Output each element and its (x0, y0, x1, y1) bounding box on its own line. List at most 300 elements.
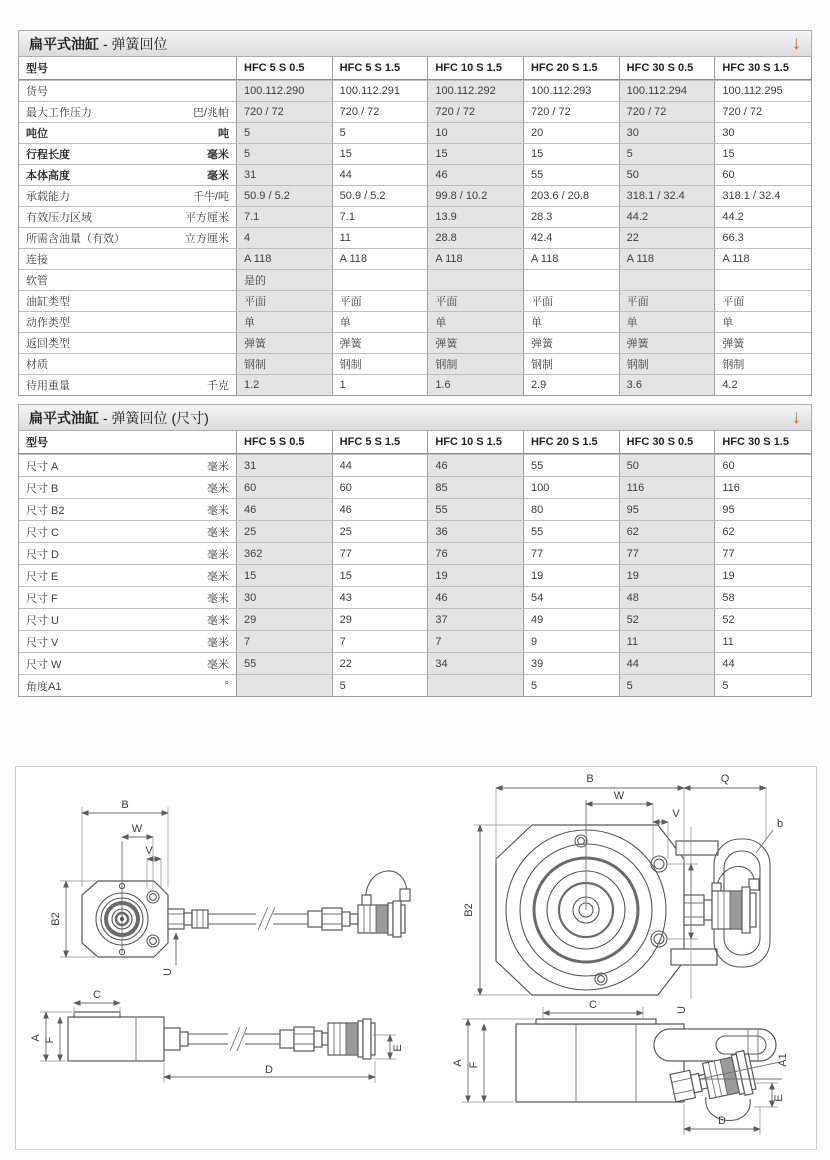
value-cell: 4.2 (715, 374, 811, 395)
value-cell: 100.112.290 (237, 80, 333, 101)
table-row (19, 608, 811, 630)
row-label-cell (19, 164, 237, 185)
row-label-cell (19, 542, 237, 564)
table-row (19, 630, 811, 652)
value-cell: 62 (620, 520, 716, 542)
row-label: 待用重量 (26, 380, 70, 392)
dim-label-b2-large: B2 (463, 903, 475, 917)
table2-title-bold: 扁平式油缸 (29, 409, 99, 426)
value-cell: 钢制 (524, 353, 620, 374)
value-cell: 15 (428, 143, 524, 164)
value-cell: 44 (715, 652, 811, 674)
value-cell: 弹簧 (620, 332, 716, 353)
value-cell: 720 / 72 (237, 101, 333, 122)
table-row (19, 80, 811, 101)
value-cell: 7.1 (237, 206, 333, 227)
row-unit: 毫米 (207, 526, 229, 539)
down-arrow-icon[interactable]: ↓ (791, 407, 801, 428)
value-cell: 37 (428, 608, 524, 630)
row-label-cell (19, 206, 237, 227)
row-unit: 毫米 (207, 570, 229, 583)
value-cell: 50.9 / 5.2 (237, 185, 333, 206)
value-cell: 100.112.294 (620, 80, 716, 101)
value-cell: 13.9 (428, 206, 524, 227)
value-cell: 钢制 (715, 353, 811, 374)
table-row (19, 101, 811, 122)
value-cell: 单 (333, 311, 429, 332)
row-label-cell (19, 332, 237, 353)
value-cell: 5 (524, 674, 620, 696)
value-cell (237, 674, 333, 696)
value-cell: 30 (620, 122, 716, 143)
table1-title-bar (18, 30, 812, 57)
dim-label-f-small: F (44, 1036, 56, 1044)
row-label-cell (19, 498, 237, 520)
row-unit: 巴/兆帕 (192, 107, 229, 119)
row-label: 承载能力 (26, 191, 70, 203)
row-unit: 毫米 (207, 592, 229, 605)
row-label: 所需含油量（有效） (26, 233, 125, 245)
value-cell (620, 269, 716, 290)
table-row (19, 122, 811, 143)
value-cell: 15 (237, 564, 333, 586)
value-cell: 60 (333, 476, 429, 498)
value-cell: 11 (620, 630, 716, 652)
value-cell: 1 (333, 374, 429, 395)
value-cell: 5 (237, 143, 333, 164)
value-cell: 28.3 (524, 206, 620, 227)
column-header: HFC 5 S 0.5 (237, 57, 333, 80)
row-unit: 吨 (218, 128, 229, 140)
value-cell: 76 (428, 542, 524, 564)
row-label: 货号 (26, 86, 48, 98)
value-cell: 44 (620, 652, 716, 674)
table1-title-bold: 扁平式油缸 (29, 35, 99, 52)
value-cell: 362 (237, 542, 333, 564)
row-label: 最大工作压力 (26, 107, 92, 119)
row-label-cell (19, 290, 237, 311)
table-row (19, 652, 811, 674)
row-unit: 毫米 (207, 636, 229, 649)
dim-label-u-large: U (676, 1006, 688, 1014)
value-cell: A 118 (428, 248, 524, 269)
value-cell: 60 (715, 164, 811, 185)
value-cell: 平面 (524, 290, 620, 311)
value-cell: 46 (333, 498, 429, 520)
value-cell: 100.112.295 (715, 80, 811, 101)
row-unit: 千克 (207, 380, 229, 392)
table-row (19, 332, 811, 353)
row-label: 行程长度 (26, 149, 70, 161)
value-cell: 80 (524, 498, 620, 520)
value-cell: 46 (428, 454, 524, 476)
row-label: 本体高度 (26, 170, 70, 182)
value-cell: A 118 (524, 248, 620, 269)
row-label: 尺寸 F (26, 592, 58, 605)
dim-label-a1: A1 (777, 1053, 789, 1067)
value-cell: 15 (333, 564, 429, 586)
row-label-cell (19, 353, 237, 374)
value-cell: 28.8 (428, 227, 524, 248)
value-cell: 弹簧 (428, 332, 524, 353)
table-row (19, 353, 811, 374)
row-label: 连接 (26, 254, 48, 266)
column-header: HFC 30 S 0.5 (620, 431, 716, 454)
row-label-cell (19, 248, 237, 269)
dim-label-d-small: D (265, 1064, 273, 1076)
value-cell: 10 (428, 122, 524, 143)
value-cell: 720 / 72 (524, 101, 620, 122)
value-cell: 62 (715, 520, 811, 542)
row-label: 软管 (26, 275, 48, 287)
column-header: HFC 30 S 0.5 (620, 57, 716, 80)
row-label: 材质 (26, 359, 48, 371)
value-cell: 29 (237, 608, 333, 630)
value-cell: 31 (237, 164, 333, 185)
value-cell: 5 (715, 674, 811, 696)
value-cell: 48 (620, 586, 716, 608)
value-cell: 19 (428, 564, 524, 586)
value-cell: 50 (620, 164, 716, 185)
value-cell: 19 (715, 564, 811, 586)
value-cell: 5 (620, 143, 716, 164)
table1-title-rest: - 弹簧回位 (103, 35, 168, 52)
dim-label-b-large: B (586, 773, 594, 785)
row-unit: 毫米 (207, 504, 229, 517)
value-cell: 平面 (715, 290, 811, 311)
value-cell: 是的 (237, 269, 333, 290)
technical-drawing (16, 767, 814, 1147)
value-cell: 44.2 (715, 206, 811, 227)
value-cell: 203.6 / 20.8 (524, 185, 620, 206)
value-cell: 55 (237, 652, 333, 674)
table-row (19, 520, 811, 542)
table-row (19, 476, 811, 498)
value-cell: 5 (333, 122, 429, 143)
table-row (19, 564, 811, 586)
row-label-cell (19, 143, 237, 164)
value-cell: 55 (524, 454, 620, 476)
row-label-cell (19, 101, 237, 122)
value-cell: 55 (428, 498, 524, 520)
value-cell: 钢制 (428, 353, 524, 374)
value-cell: 弹簧 (715, 332, 811, 353)
value-cell: 7 (428, 630, 524, 652)
value-cell: 4 (237, 227, 333, 248)
dim-label-b-small: B (121, 799, 129, 811)
value-cell: 77 (715, 542, 811, 564)
value-cell: 100.112.291 (333, 80, 429, 101)
value-cell: 58 (715, 586, 811, 608)
value-cell: 7.1 (333, 206, 429, 227)
row-unit: 平方厘米 (185, 212, 229, 224)
column-header: HFC 10 S 1.5 (428, 431, 524, 454)
row-label: 吨位 (26, 128, 48, 140)
value-cell: 19 (620, 564, 716, 586)
value-cell: 19 (524, 564, 620, 586)
row-label-cell (19, 674, 237, 696)
value-cell: 43 (333, 586, 429, 608)
value-cell: 77 (620, 542, 716, 564)
table-row (19, 311, 811, 332)
row-unit: 立方厘米 (185, 233, 229, 245)
value-cell: 39 (524, 652, 620, 674)
value-cell: 平面 (620, 290, 716, 311)
value-cell: 5 (333, 674, 429, 696)
value-cell: 318.1 / 32.4 (620, 185, 716, 206)
row-label: 尺寸 B (26, 482, 59, 495)
column-header: HFC 5 S 0.5 (237, 431, 333, 454)
value-cell: 5 (620, 674, 716, 696)
row-unit: ° (224, 679, 229, 692)
value-cell: 25 (333, 520, 429, 542)
row-unit: 毫米 (207, 149, 229, 161)
value-cell: 318.1 / 32.4 (715, 185, 811, 206)
specs-table-section (18, 30, 812, 396)
column-header: HFC 5 S 1.5 (333, 57, 429, 80)
value-cell: 100.112.292 (428, 80, 524, 101)
table-row (19, 498, 811, 520)
dim-label-c-large: C (589, 999, 597, 1011)
dim-label-u-small: U (162, 968, 174, 976)
value-cell: 弹簧 (524, 332, 620, 353)
value-cell: 77 (524, 542, 620, 564)
value-cell: 116 (620, 476, 716, 498)
column-header: HFC 30 S 1.5 (715, 57, 811, 80)
value-cell: 20 (524, 122, 620, 143)
value-cell: 7 (333, 630, 429, 652)
side-view-small (30, 989, 404, 1083)
value-cell: 77 (333, 542, 429, 564)
row-unit: 千牛/吨 (192, 191, 229, 203)
row-label: 尺寸 E (26, 570, 59, 583)
column-header: HFC 20 S 1.5 (524, 431, 620, 454)
value-cell: 31 (237, 454, 333, 476)
value-cell: 720 / 72 (428, 101, 524, 122)
row-unit: 毫米 (207, 658, 229, 671)
dim-label-b2-small: B2 (50, 912, 62, 926)
table1-title (29, 34, 168, 54)
value-cell: 60 (237, 476, 333, 498)
value-cell: 1.6 (428, 374, 524, 395)
row-unit: 毫米 (207, 548, 229, 561)
row-label-cell (19, 454, 237, 476)
row-label: 返回类型 (26, 338, 70, 350)
table-row (19, 586, 811, 608)
value-cell: 15 (333, 143, 429, 164)
row-unit: 毫米 (207, 460, 229, 473)
dim-label-a-small: A (30, 1034, 42, 1042)
value-cell: 46 (237, 498, 333, 520)
value-cell: 29 (333, 608, 429, 630)
column-header: HFC 30 S 1.5 (715, 431, 811, 454)
table-row (19, 374, 811, 395)
value-cell: 30 (237, 586, 333, 608)
value-cell: 46 (428, 164, 524, 185)
table2-title-bar (18, 404, 812, 431)
value-cell: 钢制 (237, 353, 333, 374)
value-cell: 弹簧 (237, 332, 333, 353)
row-label-cell (19, 122, 237, 143)
column-header: HFC 20 S 1.5 (524, 57, 620, 80)
value-cell: 22 (620, 227, 716, 248)
table-row (19, 185, 811, 206)
table-row (19, 206, 811, 227)
row-label: 尺寸 C (26, 526, 59, 539)
value-cell: 3.6 (620, 374, 716, 395)
table-row (19, 164, 811, 185)
value-cell: 30 (715, 122, 811, 143)
value-cell: 55 (524, 164, 620, 185)
row-label-cell (19, 564, 237, 586)
value-cell: 85 (428, 476, 524, 498)
value-cell: 34 (428, 652, 524, 674)
table2-title-rest: - 弹簧回位 (尺寸) (103, 409, 209, 426)
side-view-large (452, 999, 789, 1135)
table-row (19, 674, 811, 696)
value-cell: 9 (524, 630, 620, 652)
value-cell (333, 269, 429, 290)
row-label-cell (19, 586, 237, 608)
row-label-cell (19, 652, 237, 674)
model-header-cell: 型号 (19, 431, 237, 454)
value-cell: 116 (715, 476, 811, 498)
row-label-cell (19, 311, 237, 332)
value-cell: 46 (428, 586, 524, 608)
row-label-cell (19, 608, 237, 630)
value-cell: 66.3 (715, 227, 811, 248)
row-label: 尺寸 A (26, 460, 59, 473)
table-row (19, 248, 811, 269)
value-cell: 50.9 / 5.2 (333, 185, 429, 206)
row-label-cell (19, 630, 237, 652)
table-header-row (19, 431, 811, 454)
row-unit: 毫米 (207, 170, 229, 182)
row-label: 动作类型 (26, 317, 70, 329)
value-cell: 50 (620, 454, 716, 476)
value-cell: 44 (333, 164, 429, 185)
value-cell: 平面 (237, 290, 333, 311)
row-label-cell (19, 269, 237, 290)
dimension-diagram (15, 766, 817, 1150)
dim-label-w-small: W (131, 823, 143, 835)
value-cell: 单 (237, 311, 333, 332)
value-cell: 15 (715, 143, 811, 164)
row-label: 尺寸 U (26, 614, 59, 627)
table-header-row (19, 57, 811, 80)
value-cell: 11 (715, 630, 811, 652)
value-cell: 平面 (333, 290, 429, 311)
row-label-cell (19, 80, 237, 101)
row-unit: 毫米 (207, 614, 229, 627)
column-header: HFC 10 S 1.5 (428, 57, 524, 80)
dim-label-d-large: D (718, 1115, 726, 1127)
spec-table (18, 57, 812, 396)
value-cell: 钢制 (333, 353, 429, 374)
value-cell (428, 269, 524, 290)
row-label-cell (19, 227, 237, 248)
table-row (19, 542, 811, 564)
value-cell: 95 (620, 498, 716, 520)
table-row (19, 143, 811, 164)
value-cell: 22 (333, 652, 429, 674)
row-label: 尺寸 W (26, 658, 62, 671)
value-cell: 36 (428, 520, 524, 542)
value-cell: 11 (333, 227, 429, 248)
dim-label-e-large: E (773, 1094, 785, 1102)
dim-label-q-large: Q (720, 773, 730, 785)
down-arrow-icon[interactable]: ↓ (791, 33, 801, 54)
row-label-cell (19, 520, 237, 542)
value-cell: 720 / 72 (620, 101, 716, 122)
value-cell: 99.8 / 10.2 (428, 185, 524, 206)
value-cell: 2.9 (524, 374, 620, 395)
value-cell: 7 (237, 630, 333, 652)
value-cell (428, 674, 524, 696)
dim-label-c-small: C (93, 989, 101, 1001)
dim-label-a-large: A (452, 1059, 464, 1067)
column-header: HFC 5 S 1.5 (333, 431, 429, 454)
table-row (19, 454, 811, 476)
value-cell: A 118 (333, 248, 429, 269)
value-cell: 100.112.293 (524, 80, 620, 101)
dim-label-v-small: V (145, 845, 153, 857)
row-label: 角度A1 (26, 680, 62, 693)
table-row (19, 227, 811, 248)
table-row (19, 290, 811, 311)
row-label: 尺寸 V (26, 636, 59, 649)
row-label-cell (19, 476, 237, 498)
table-row (19, 269, 811, 290)
value-cell: 单 (715, 311, 811, 332)
value-cell: 44.2 (620, 206, 716, 227)
value-cell: A 118 (620, 248, 716, 269)
value-cell (524, 269, 620, 290)
value-cell: 54 (524, 586, 620, 608)
value-cell: 95 (715, 498, 811, 520)
value-cell: 单 (524, 311, 620, 332)
row-label: 有效压力区域 (26, 212, 92, 224)
value-cell: 单 (428, 311, 524, 332)
dim-label-e-small: E (392, 1044, 404, 1052)
value-cell: 60 (715, 454, 811, 476)
dimensions-table-section (18, 404, 812, 697)
value-cell: 15 (524, 143, 620, 164)
dim-label-f-large: F (468, 1061, 480, 1069)
value-cell: 弹簧 (333, 332, 429, 353)
value-cell: 钢制 (620, 353, 716, 374)
table2-title (29, 408, 209, 428)
model-header-cell: 型号 (19, 57, 237, 80)
dim-label-v-large: V (672, 808, 680, 820)
value-cell: A 118 (237, 248, 333, 269)
top-view-large (463, 773, 783, 1014)
row-label-cell (19, 374, 237, 395)
value-cell (715, 269, 811, 290)
dimensions-table (18, 431, 812, 697)
value-cell: A 118 (715, 248, 811, 269)
value-cell: 单 (620, 311, 716, 332)
value-cell: 49 (524, 608, 620, 630)
value-cell: 平面 (428, 290, 524, 311)
value-cell: 52 (620, 608, 716, 630)
row-unit: 毫米 (207, 482, 229, 495)
value-cell: 5 (237, 122, 333, 143)
value-cell: 100 (524, 476, 620, 498)
value-cell: 25 (237, 520, 333, 542)
value-cell: 42.4 (524, 227, 620, 248)
value-cell: 52 (715, 608, 811, 630)
